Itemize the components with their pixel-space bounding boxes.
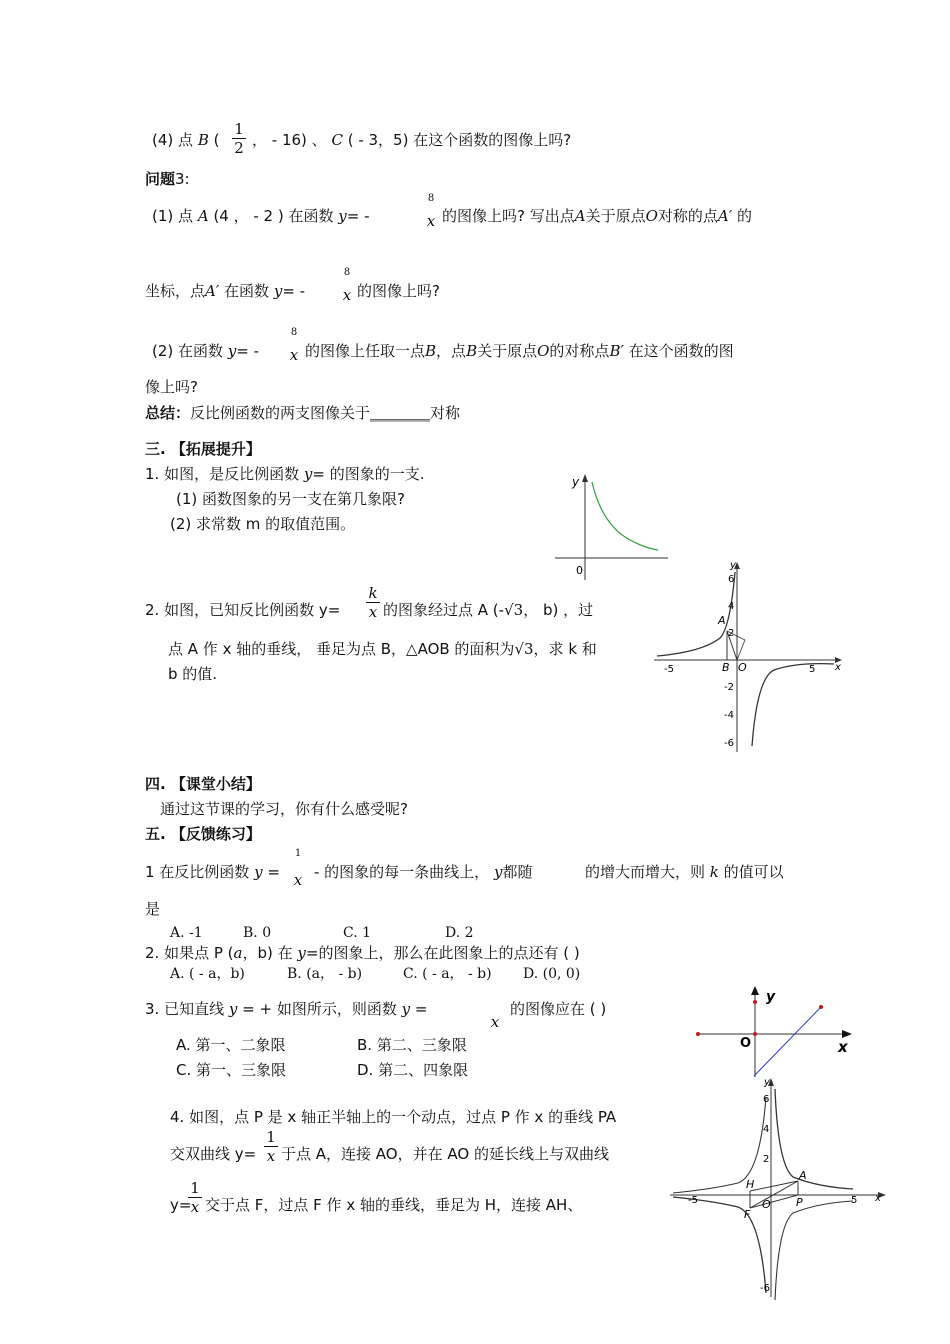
section5-title: 五. 【反馈练习】 (145, 825, 261, 843)
section3-q2-line1-tail: 的图象经过点 A (-√3， b) ，过 (383, 601, 594, 619)
section3-q1: 1. 如图，是反比例函数 y= 的图象的一支. (145, 465, 425, 483)
graph3-point-line (819, 1005, 823, 1009)
graph4 (668, 1075, 893, 1300)
section5-q3: 3. 已知直线 y = + 如图所示，则函数 y = (145, 1000, 428, 1018)
graph4-tick-x-5: 5 (851, 1195, 858, 1206)
q4-fraction (232, 121, 246, 156)
graph2-tick-y-4: 4 (728, 601, 735, 612)
graph1-y-arrow (582, 474, 588, 482)
graph2-tick-x-5: 5 (809, 664, 816, 675)
problem3-part1-line2-tail: 的图像上吗? (357, 282, 440, 300)
problem3-part2-line2: 像上吗? (145, 378, 198, 396)
section4-text: 通过这节课的学习，你有什么感受呢? (160, 800, 408, 818)
graph2 (652, 560, 847, 755)
graph3-point-top (753, 1000, 757, 1004)
graph4-label-o: O (762, 1198, 771, 1211)
graph3-point-left (696, 1032, 700, 1036)
graph2-label-b: B (722, 661, 730, 674)
q4-line: (4) 点 B ( (152, 131, 220, 149)
graph2-label-x: x (835, 662, 841, 673)
problem3-part1-line1: (1) 点 A (4 ， - 2 ) 在函数 y= - (152, 207, 370, 225)
p1b-fraction: 8 x (342, 267, 352, 304)
section5-q1-line1: 1 在反比例函数 y = (145, 863, 280, 881)
graph2-tick-y-neg2: -2 (724, 682, 734, 693)
graph4-label-h: H (746, 1178, 755, 1191)
section3-q2-line2: 点 A 作 x 轴的垂线， 垂足为点 B，△AOB 的面积为√3，求 k 和 (168, 640, 597, 658)
graph4-label-y: y (764, 1077, 770, 1088)
graph4-curve-q3 (673, 1197, 766, 1293)
section5-q4-line3: y= (170, 1196, 192, 1214)
section5-q4-line1: 4. 如图，点 P 是 x 轴正半轴上的一个动点，过点 P 作 x 的垂线 PA (170, 1108, 617, 1126)
graph4-segment-fp (750, 1195, 798, 1208)
section5-q2: 2. 如果点 P (a，b) 在 y=的图象上，那么在此图象上的点还有 ( ) (145, 944, 580, 962)
section5-q3-tail: 的图像应在 ( ) (510, 1000, 607, 1018)
s5q3-opt-c: C. 第一、三象限 (176, 1061, 287, 1079)
section3-title: 三. 【拓展提升】 (145, 440, 261, 458)
graph3-x-arrow (842, 1030, 852, 1038)
graph4-tick-y-neg6: -6 (760, 1283, 770, 1294)
graph4-label-p: P (796, 1196, 803, 1209)
graph4-tick-y-6: 6 (763, 1094, 770, 1105)
q4-line-tail: ， - 16) 、 C ( - 3，5) 在这个函数的图像上吗? (252, 131, 572, 149)
section5-q1-line1-end: 的增大而增大，则 k 的值可以 (585, 863, 784, 881)
s5q1-opt-c: C. 1 (343, 925, 372, 941)
graph3-y-arrow (751, 986, 759, 995)
section3-q2-line3: b 的值. (168, 665, 218, 683)
graph2-label-o: O (738, 661, 747, 674)
graph3-label-y: y (766, 989, 776, 1005)
problem3-part2-line1-tail: 的图像上任取一点B，点B关于原点O的对称点B′ 在这个函数的图 (305, 342, 734, 360)
s5q1-opt-d: D. 2 (445, 925, 474, 941)
graph4-label-f: F (744, 1208, 751, 1221)
graph3 (692, 982, 862, 1082)
graph3-label-x: x (838, 1038, 848, 1056)
s5q3-fraction: x (490, 1013, 500, 1031)
s5q3-opt-b: B. 第二、三象限 (357, 1036, 467, 1054)
s5q2-opt-d: D. (0, 0) (523, 966, 581, 982)
graph1-y-label: y (572, 475, 580, 489)
graph4-label-a: A (799, 1169, 807, 1182)
summary-line: 总结：反比例函数的两支图像关于________对称 (145, 404, 461, 422)
graph2-label-y: y (730, 560, 736, 571)
graph3-label-o: O (740, 1036, 752, 1051)
section5-q4-line2: 交双曲线 y= (170, 1145, 257, 1163)
graph2-curve-right (752, 664, 834, 746)
graph4-tick-y-2: 2 (763, 1154, 770, 1165)
graph2-tick-y-neg4: -4 (724, 710, 734, 721)
section3-q1-sub1: (1) 函数图象的另一支在第几象限? (176, 490, 405, 508)
graph2-tick-y-2: 2 (728, 628, 735, 639)
graph2-tick-y-neg6: -6 (724, 738, 734, 749)
graph4-label-x: x (875, 1193, 881, 1204)
s5q2-opt-b: B. (a， - b) (287, 966, 363, 982)
fraction-denominator: 2 (234, 139, 244, 157)
p2-fraction: 8 x (289, 327, 299, 364)
graph4-curve-q4 (775, 1201, 853, 1300)
graph1-origin-label: 0 (576, 564, 583, 577)
problem3-part2-line1: (2) 在函数 y= - (152, 342, 260, 360)
section4-title: 四. 【课堂小结】 (145, 775, 261, 793)
graph2-segment-o (737, 640, 745, 660)
s5q3-opt-d: D. 第二、四象限 (357, 1061, 469, 1079)
section3-q2-line1: 2. 如图，已知反比例函数 y= (145, 601, 341, 619)
graph2-tick-y-6: 6 (728, 574, 735, 585)
s5q2-opt-c: C. ( - a， - b) (403, 966, 492, 982)
graph3-point-mid (753, 1032, 757, 1036)
graph3-line (754, 1007, 821, 1076)
q2-fraction: k x (366, 585, 380, 620)
s5q1-opt-a: A. -1 (170, 925, 203, 941)
graph2-tick-x-neg5: -5 (664, 664, 674, 675)
fraction-numerator: 1 (234, 120, 244, 138)
section5-q1-line1-tail: - 的图象的每一条曲线上， y都随 (314, 863, 533, 881)
graph2-label-a: A (718, 614, 726, 627)
p1-fraction: 8 x (426, 193, 436, 230)
s5q1-fraction: 1 x (293, 848, 303, 889)
section5-q1-line2: 是 (145, 900, 161, 918)
graph4-tick-x-neg5: -5 (688, 1195, 698, 1206)
graph4-tick-y-4: 4 (763, 1124, 770, 1135)
s5q3-opt-a: A. 第一、二象限 (176, 1036, 286, 1054)
section5-q4-line3-tail: 交于点 F，过点 F 作 x 轴的垂线，垂足为 H，连接 AH、 (205, 1196, 583, 1214)
graph1-curve (592, 482, 658, 550)
section3-q1-sub2: (2) 求常数 m 的取值范围。 (170, 515, 356, 533)
s5q4-fraction: 1 x (264, 1129, 278, 1164)
s5q4-fraction2: 1 x (188, 1180, 202, 1215)
problem3-title: 问题3: (145, 170, 190, 188)
section5-q4-line2-tail: 于点 A，连接 AO，并在 AO 的延长线上与双曲线 (281, 1145, 609, 1163)
s5q1-opt-b: B. 0 (243, 925, 272, 941)
problem3-part1-line1-tail: 的图像上吗? 写出点A关于原点O对称的点A′ 的 (442, 207, 752, 225)
s5q2-opt-a: A. ( - a，b) (170, 966, 245, 982)
graph4-curve-q1 (775, 1089, 853, 1189)
problem3-part1-line2: 坐标，点A′ 在函数 y= - (145, 282, 306, 300)
graph4-segment-ah (750, 1181, 798, 1191)
